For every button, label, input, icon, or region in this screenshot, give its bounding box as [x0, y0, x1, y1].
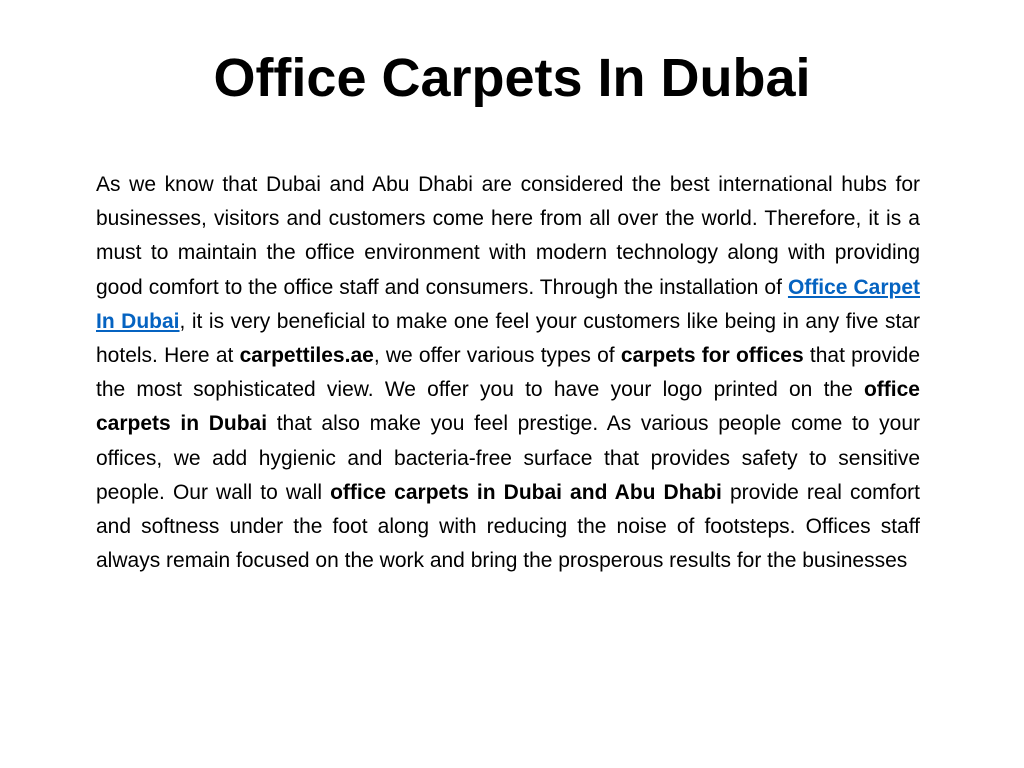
bold-office-carpets-dubai-abu-dhabi: office carpets in Dubai and Abu Dhabi — [330, 480, 722, 504]
slide-title: Office Carpets In Dubai — [213, 48, 811, 108]
text-segment-6: provide real comfort and softness under the foot along with reducing the noise of footsteps. Offices staff always remain focused on the work and bring the prosperous results for the businesses — [96, 480, 920, 573]
bold-site-name: carpettiles.ae — [239, 344, 374, 368]
text-segment-5: that also make you feel prestige. As various people come to your offices, we add hygienic and bacteria-free surface that provides safety to sensitive people. Our wall to wall — [96, 412, 920, 504]
text-segment-1: As we know that Dubai and Abu Dhabi are considered the best international hubs for businesses, visitors and customers come here from all over the world. Therefore, it is a must to maintain the office environment with modern technology along with providing good comfort to the office staff and consumers. Through the installation of — [96, 173, 920, 299]
body-paragraph — [96, 168, 920, 578]
text-segment-4: that provide the most sophisticated view. We offer you to have your logo printed on the — [96, 344, 921, 402]
text-segment-3: , we offer various types of — [373, 344, 621, 368]
text-segment-2: , it is very beneficial to make one feel your customers like being in any five star hotels. Here at — [96, 309, 920, 368]
bold-carpets-for-offices: carpets for offices — [620, 344, 804, 368]
bold-office-carpets-dubai: office carpets in Dubai — [96, 378, 920, 436]
office-carpet-link[interactable]: Office Carpet In Dubai — [96, 275, 920, 333]
